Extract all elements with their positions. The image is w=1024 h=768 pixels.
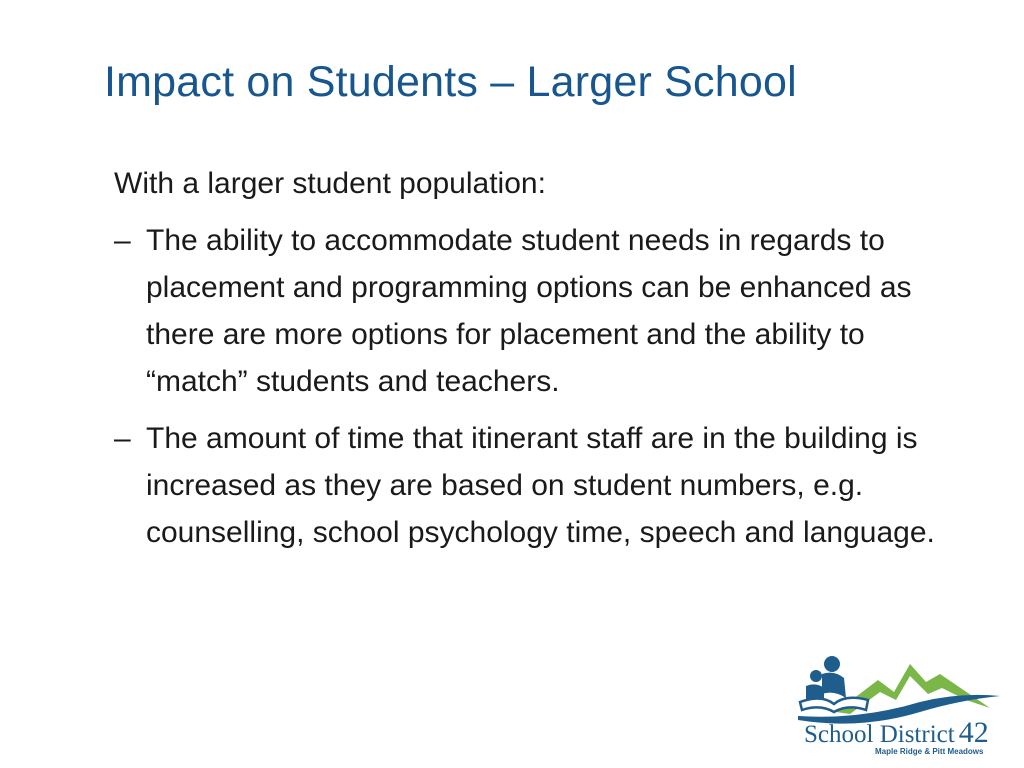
bullet-item xyxy=(114,217,974,405)
bullet-dash: – xyxy=(114,422,131,455)
bullet-dash: – xyxy=(114,224,131,257)
logo-subtitle: Maple Ridge & Pitt Meadows xyxy=(875,747,984,756)
logo-figure-head-small xyxy=(810,670,822,682)
logo-number: 42 xyxy=(958,716,989,749)
bullet-item xyxy=(114,415,974,556)
logo-book xyxy=(800,698,868,712)
bullet-list xyxy=(114,217,974,556)
school-district-logo xyxy=(790,650,1010,762)
logo-name: School District xyxy=(804,721,955,748)
logo-figure-body-large xyxy=(822,673,846,698)
logo-text xyxy=(804,716,989,750)
logo-figure-head-large xyxy=(824,656,840,672)
slide-body xyxy=(114,160,974,566)
bullet-text: The ability to accommodate student needs in regards to placement and programming options can be enhanced as there are more options for placement and the ability to “match” students and teachers. xyxy=(146,224,912,398)
intro-text: With a larger student population: xyxy=(114,167,546,200)
slide-title: Impact on Students – Larger School xyxy=(104,58,797,106)
bullet-text: The amount of time that itinerant staff are in the building is increased as they are based on student numbers, e.g. counselling, school psychology time, speech and language. xyxy=(146,422,935,549)
